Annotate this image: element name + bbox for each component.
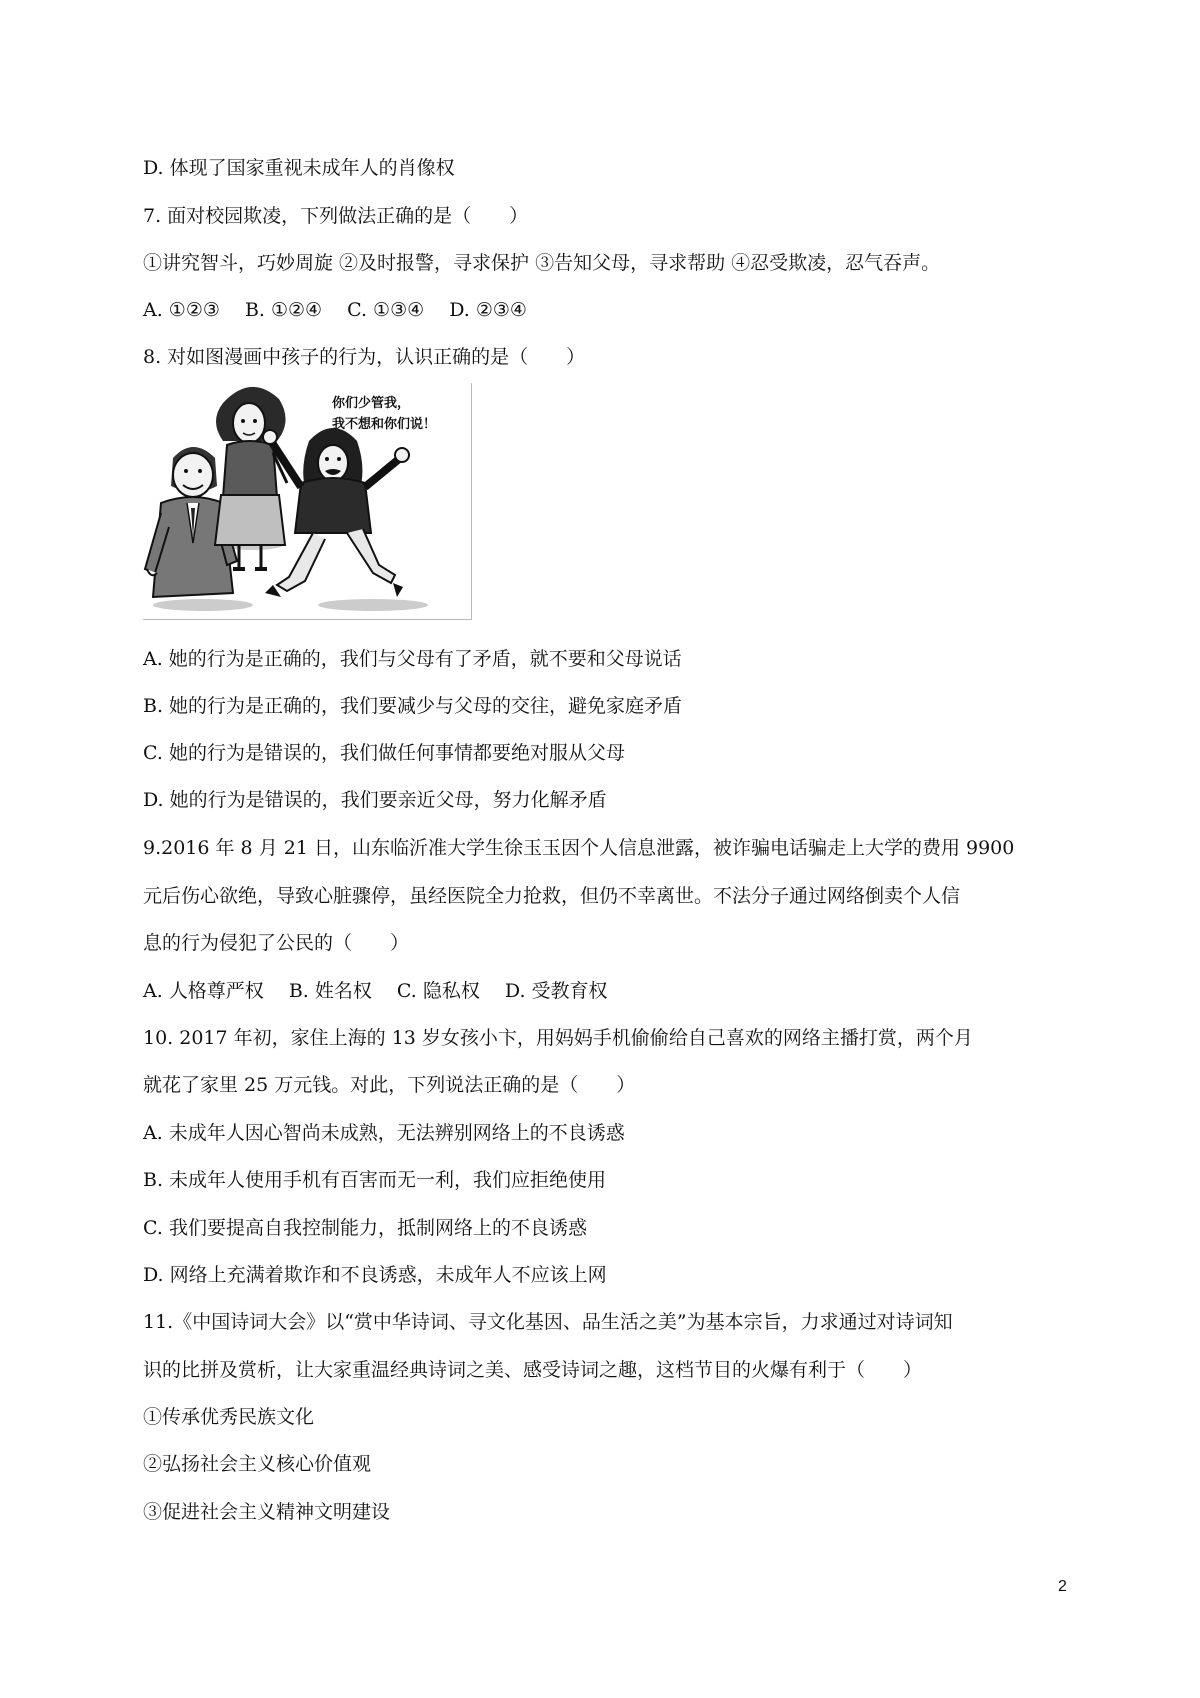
q8-option-d: D. 她的行为是错误的，我们要亲近父母，努力化解矛盾 (143, 789, 607, 811)
q8-option-c: C. 她的行为是错误的，我们做任何事情都要绝对服从父母 (143, 742, 625, 764)
q11-statement-3: ③促进社会主义精神文明建设 (143, 1501, 391, 1523)
q10-stem-line-2: 就花了家里 25 万元钱。对此，下列说法正确的是（ ） (143, 1074, 636, 1096)
q10-stem-line-1: 10. 2017 年初，家住上海的 13 岁女孩小卞，用妈妈手机偷偷给自己喜欢的网络主播打赏，两个月 (143, 1027, 973, 1049)
q8-stem: 8. 对如图漫画中孩子的行为，认识正确的是（ ） (143, 346, 586, 368)
speech-bubble (332, 393, 467, 435)
speech-line-1: 你们少管我， (332, 396, 411, 411)
page-number: 2 (1058, 1578, 1067, 1595)
q7-statements: ①讲究智斗，巧妙周旋 ②及时报警，寻求保护 ③告知父母，寻求帮助 ④忍受欺凌，忍气吞声。 (143, 252, 941, 274)
q10-option-a: A. 未成年人因心智尚未成熟，无法辨别网络上的不良诱惑 (143, 1122, 625, 1144)
q10-option-d: D. 网络上充满着欺诈和不良诱惑，未成年人不应该上网 (143, 1264, 607, 1286)
q7-options: A. ①②③ B. ①②④ C. ①③④ D. ②③④ (143, 299, 527, 321)
q11-statement-1: ①传承优秀民族文化 (143, 1406, 315, 1428)
q8-option-b: B. 她的行为是正确的，我们要减少与父母的交往，避免家庭矛盾 (143, 695, 683, 717)
mother-figure (215, 387, 287, 569)
cartoon-illustration (143, 383, 472, 620)
q8-option-a: A. 她的行为是正确的，我们与父母有了矛盾，就不要和父母说话 (143, 648, 682, 670)
q9-stem-line-1: 9.2016 年 8 月 21 日，山东临沂准大学生徐玉玉因个人信息泄露，被诈骗电话骗走上大学的费用 9900 (143, 837, 1015, 859)
q9-stem-line-2: 元后伤心欲绝，导致心脏骤停，虽经医院全力抢救，但仍不幸离世。不法分子通过网络倒卖个人信 (143, 885, 961, 907)
q10-option-b: B. 未成年人使用手机有百害而无一利，我们应拒绝使用 (143, 1169, 607, 1191)
q6-option-d: D. 体现了国家重视未成年人的肖像权 (143, 157, 455, 179)
q11-stem-line-2: 识的比拼及赏析，让大家重温经典诗词之美、感受诗词之趣，这档节目的火爆有利于（ ） (143, 1359, 923, 1381)
girl-figure (263, 428, 409, 597)
speech-line-2: 我不想和你们说！ (332, 417, 437, 432)
q7-stem: 7. 面对校园欺凌，下列做法正确的是（ ） (143, 205, 529, 227)
q11-stem-line-1: 11.《中国诗词大会》以“赏中华诗词、寻文化基因、品生活之美”为基本宗旨，力求通过对诗词知 (143, 1311, 953, 1333)
q9-options: A. 人格尊严权 B. 姓名权 C. 隐私权 D. 受教育权 (143, 980, 608, 1002)
q11-statement-2: ②弘扬社会主义核心价值观 (143, 1453, 372, 1475)
q9-stem-line-3: 息的行为侵犯了公民的（ ） (143, 932, 410, 954)
q10-option-c: C. 我们要提高自我控制能力，抵制网络上的不良诱惑 (143, 1217, 587, 1239)
